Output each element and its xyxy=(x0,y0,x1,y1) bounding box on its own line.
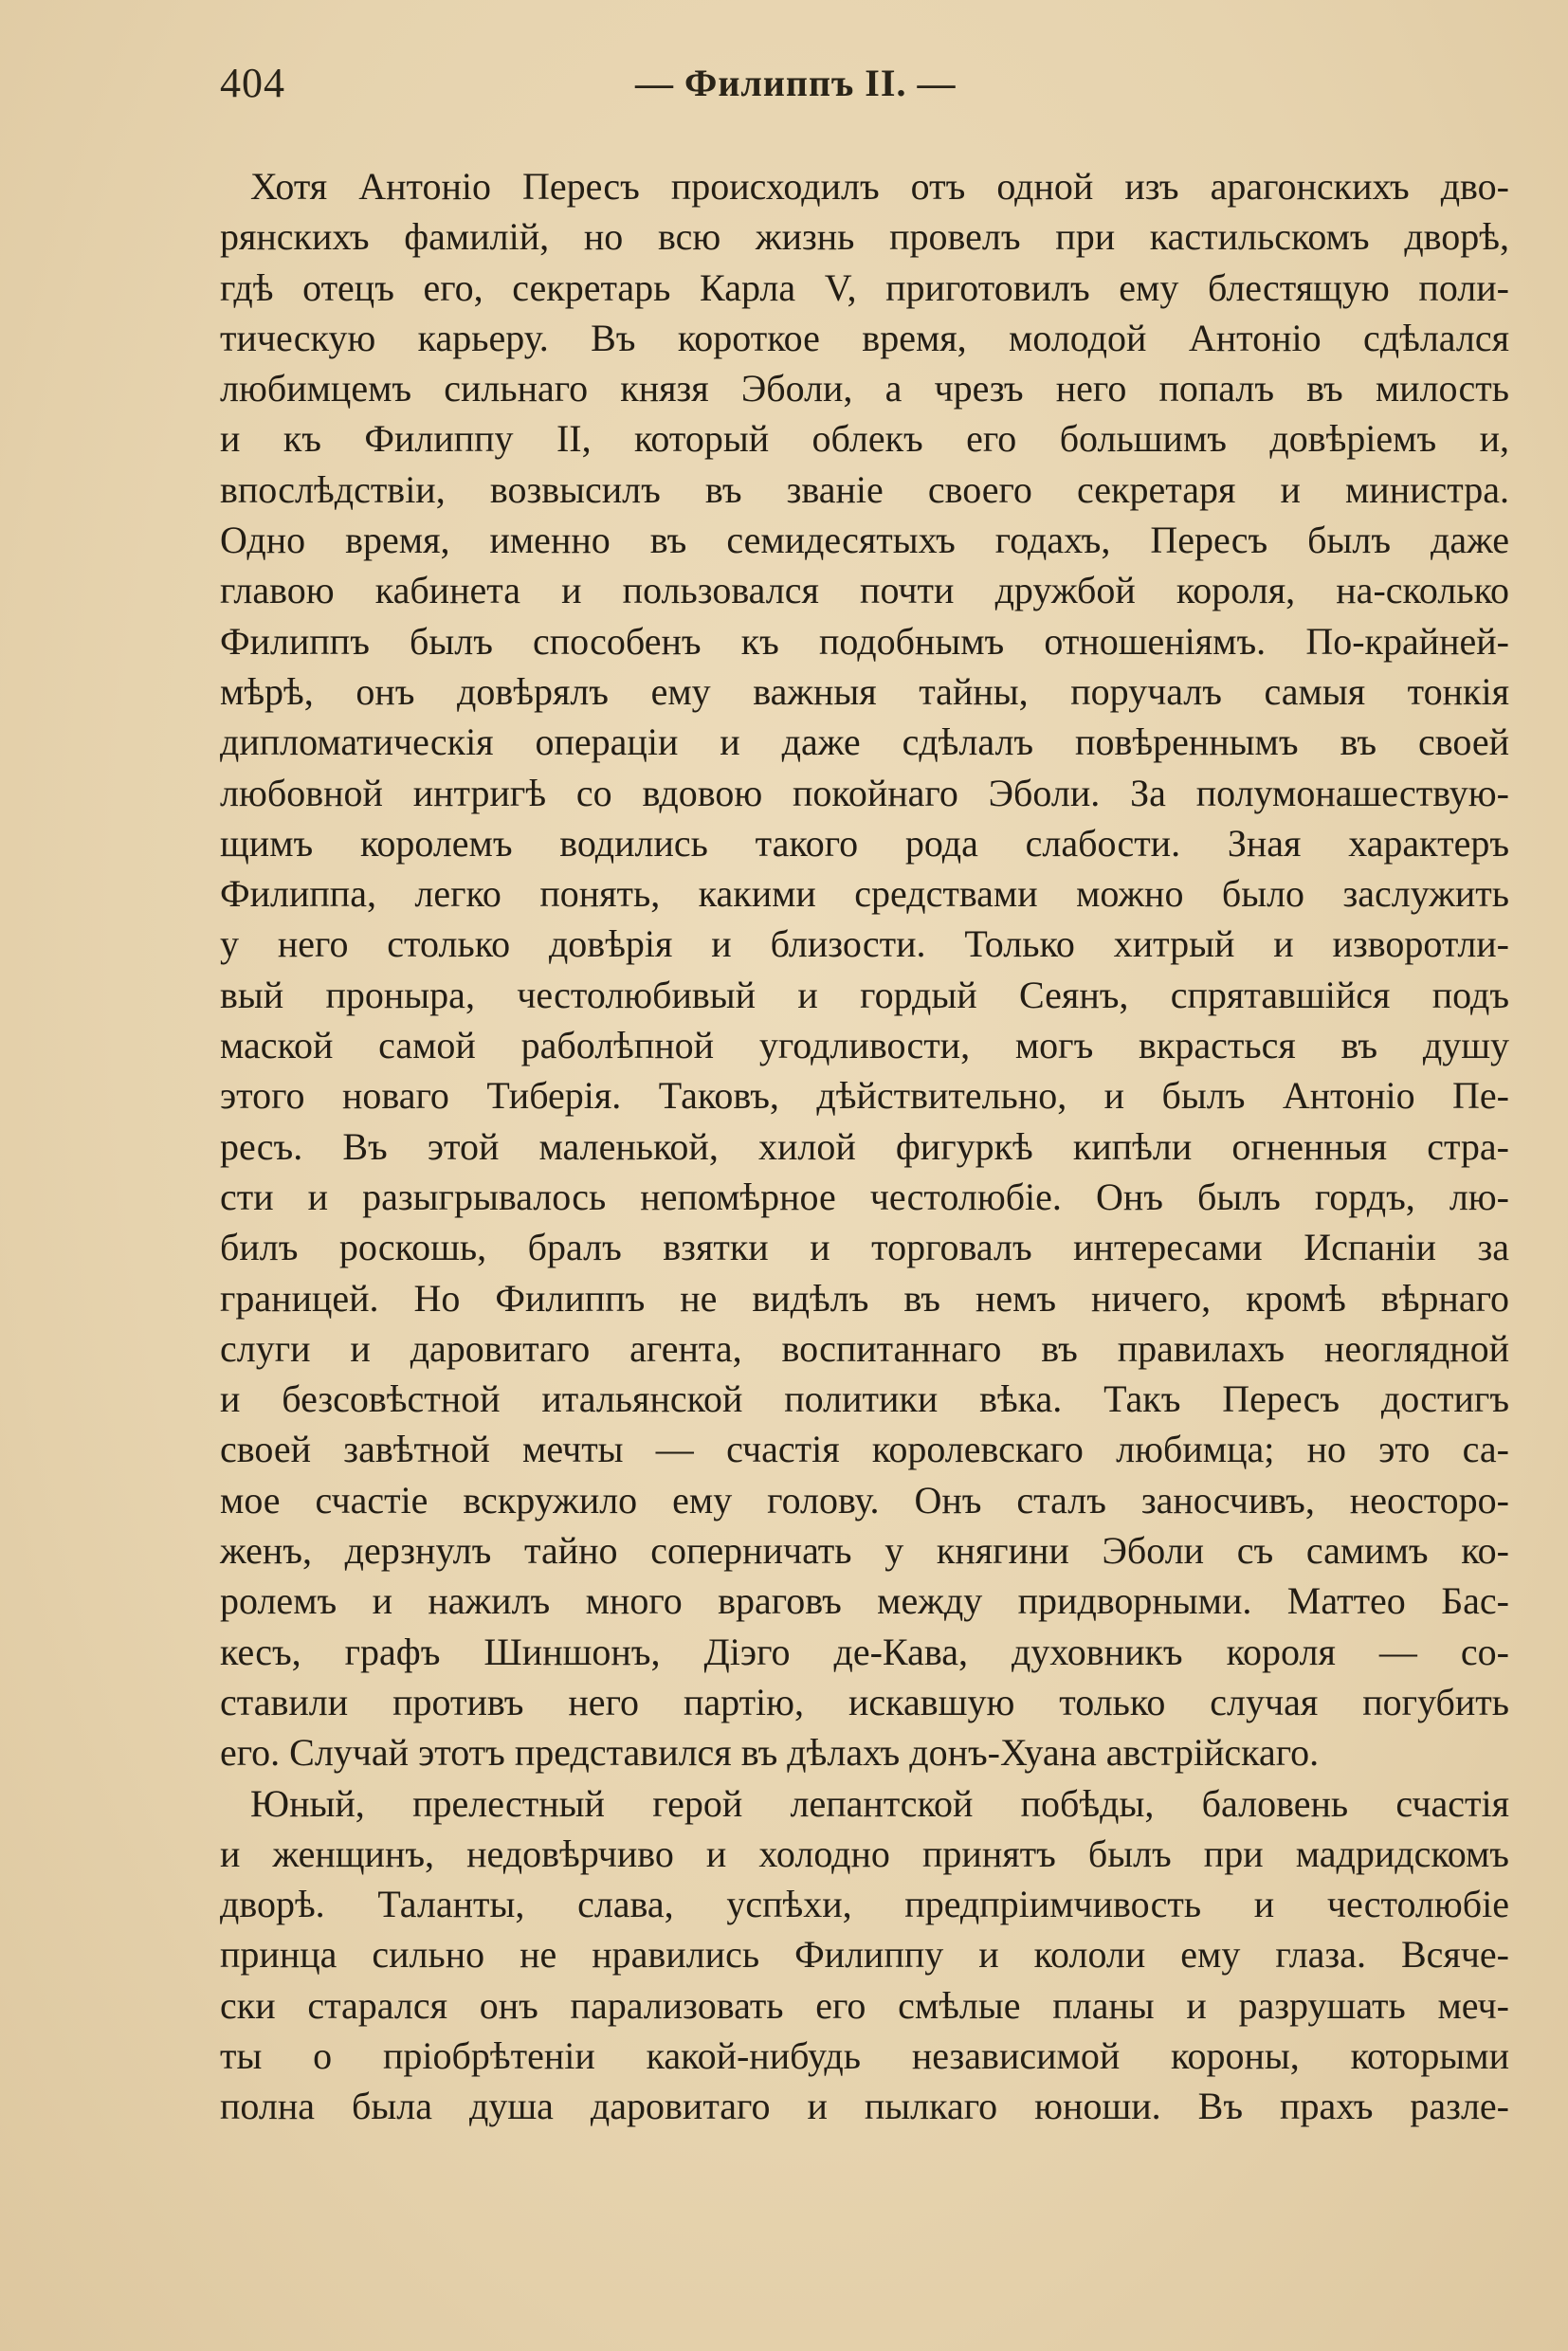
text-line: мѣрѣ, онъ довѣрялъ ему важныя тайны, поручалъ самыя тонкія xyxy=(220,669,1509,713)
text-line: Филиппа, легко понять, какими средствами можно было заслужить xyxy=(220,872,1509,916)
text-line: мое счастіе вскружило ему голову. Онъ сталъ заносчивъ, неосторо- xyxy=(220,1478,1509,1522)
text-line: рянскихъ фамилій, но всю жизнь провелъ при кастильскомъ дворѣ, xyxy=(220,215,1509,259)
text-line: ставили противъ него партію, искавшую только случая погубить xyxy=(220,1680,1509,1723)
text-line: тическую карьеру. Въ короткое время, молодой Антоніо сдѣлался xyxy=(220,316,1509,359)
page-header xyxy=(220,59,1509,116)
text-line: ски старался онъ парализовать его смѣлые планы и разрушать меч- xyxy=(220,1983,1509,2027)
text-line: у него столько довѣрія и близости. Только хитрый и изворотли- xyxy=(220,922,1509,966)
text-line: границей. Но Филиппъ не видѣлъ въ немъ ничего, кромѣ вѣрнаго xyxy=(220,1276,1509,1320)
text-line: дипломатическія операціи и даже сдѣлалъ повѣреннымъ въ своей xyxy=(220,720,1509,764)
text-line: дворѣ. Таланты, слава, успѣхи, предпріимчивость и честолюбіе xyxy=(220,1883,1509,1926)
text-line: принца сильно не нравились Филиппу и кололи ему глаза. Всяче- xyxy=(220,1933,1509,1977)
running-title: — Филиппъ II. — xyxy=(635,62,957,104)
text-line: и къ Филиппу II, который облекъ его большимъ довѣріемъ и, xyxy=(220,417,1509,461)
text-line: билъ роскошь, бралъ взятки и торговалъ интересами Испаніи за xyxy=(220,1226,1509,1269)
text-line: главою кабинета и пользовался почти дружбой короля, на-сколько xyxy=(220,569,1509,612)
text-line: слуги и даровитаго агента, воспитаннаго въ правилахъ неоглядной xyxy=(220,1326,1509,1370)
text-line: и безсовѣстной итальянской политики вѣка. Такъ Пересъ достигъ xyxy=(220,1377,1509,1421)
body-text xyxy=(220,161,1509,2132)
text-line: маской самой раболѣпной угодливости, могъ вкрасться въ душу xyxy=(220,1024,1509,1067)
text-line: этого новаго Тиберія. Таковъ, дѣйствительно, и былъ Антоніо Пе- xyxy=(220,1074,1509,1118)
text-line: и женщинъ, недовѣрчиво и холодно принятъ былъ при мадридскомъ xyxy=(220,1832,1509,1875)
text-line: любимцемъ сильнаго князя Эболи, а чрезъ него попалъ въ милость xyxy=(220,367,1509,410)
text-line: полна была душа даровитаго и пылкаго юноши. Въ прахъ разле- xyxy=(220,2085,1509,2128)
text-line: ты о пріобрѣтеніи какой-нибудь независимой короны, которыми xyxy=(220,2033,1509,2077)
text-line: вый проныра, честолюбивый и гордый Сеянъ, спрятавшійся подъ xyxy=(220,973,1509,1016)
text-line: сти и разыгрывалось непомѣрное честолюбіе. Онъ былъ гордъ, лю- xyxy=(220,1175,1509,1218)
text-line: Юный, прелестный герой лепантской побѣды, баловень счастія xyxy=(250,1781,1509,1825)
text-line: щимъ королемъ водились такого рода слабости. Зная характеръ xyxy=(220,821,1509,865)
text-line: Хотя Антоніо Пересъ происходилъ отъ одной изъ арагонскихъ дво- xyxy=(250,165,1509,208)
text-line: любовной интригѣ со вдовою покойнаго Эболи. За полумонашествую- xyxy=(220,771,1509,814)
text-line: своей завѣтной мечты — счастія королевскаго любимца; но это са- xyxy=(220,1428,1509,1471)
text-line: Филиппъ былъ способенъ къ подобнымъ отношеніямъ. По-крайней- xyxy=(220,619,1509,663)
text-line: ролемъ и нажилъ много враговъ между придворными. Маттео Бас- xyxy=(220,1579,1509,1623)
text-line: впослѣдствіи, возвысилъ въ званіе своего секретаря и министра. xyxy=(220,467,1509,511)
text-line: гдѣ отецъ его, секретарь Карла V, приготовилъ ему блестящую поли- xyxy=(220,265,1509,309)
text-line: кесъ, графъ Шиншонъ, Діэго де-Кава, духовникъ короля — со- xyxy=(220,1630,1509,1673)
text-line: Одно время, именно въ семидесятыхъ годахъ, Пересъ былъ даже xyxy=(220,519,1509,562)
text-line: его. Случай этотъ представился въ дѣлахъ донъ-Хуана австрійскаго. xyxy=(220,1731,1320,1775)
text-line: женъ, дерзнулъ тайно соперничать у княгини Эболи съ самимъ ко- xyxy=(220,1529,1509,1573)
text-line: ресъ. Въ этой маленькой, хилой фигуркѣ кипѣли огненныя стра- xyxy=(220,1124,1509,1168)
page-number: 404 xyxy=(220,60,285,106)
